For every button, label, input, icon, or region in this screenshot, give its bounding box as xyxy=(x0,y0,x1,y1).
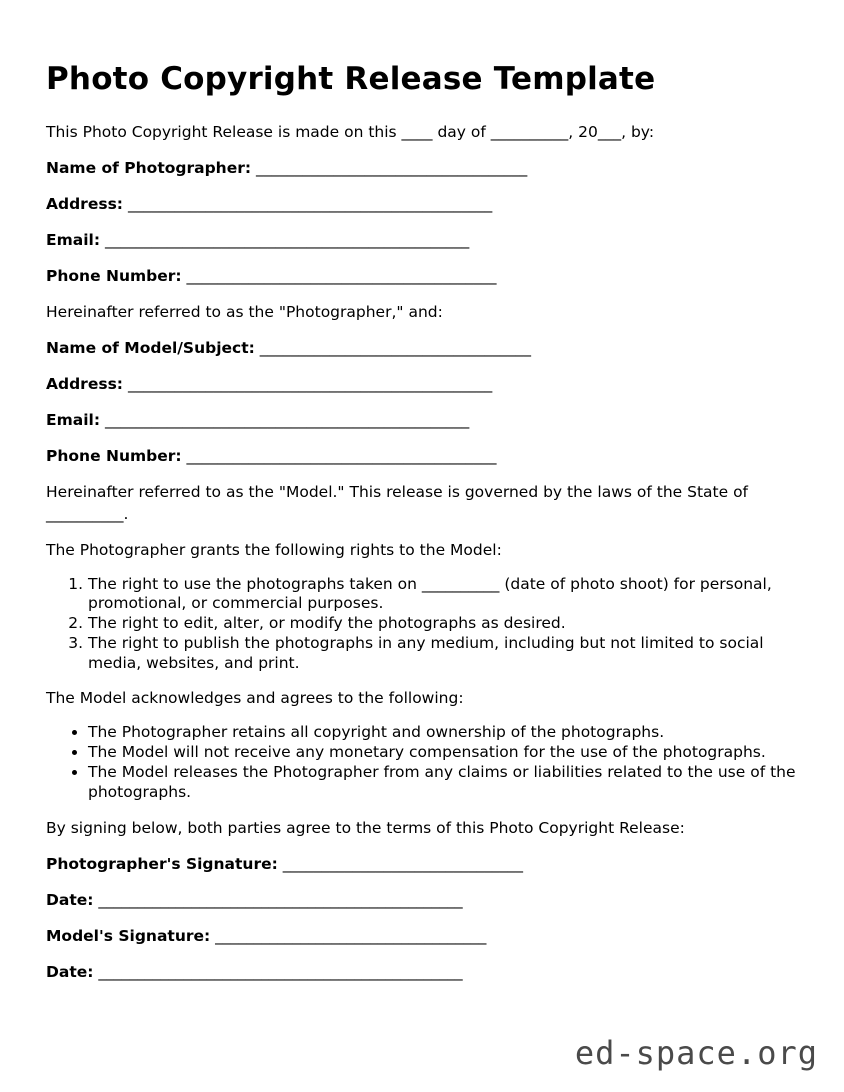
photographer-date-field[interactable] xyxy=(46,890,816,912)
field-blank[interactable]: _______________________________________________ xyxy=(104,231,470,249)
field-label: Date: xyxy=(46,962,94,981)
photographer-phone-field[interactable] xyxy=(46,266,816,288)
field-label: Date: xyxy=(46,890,94,909)
field-blank[interactable]: ________________________________________ xyxy=(186,447,497,465)
field-blank[interactable]: _______________________________________________ xyxy=(98,890,463,909)
list-item: • The Photographer retains all copyright and ownership of the photographs. xyxy=(88,723,816,743)
field-blank[interactable]: ___________________________________ xyxy=(256,159,528,177)
list-item: • The Model will not receive any monetary compensation for the use of the photographs. xyxy=(88,743,816,763)
field-label: Phone Number: xyxy=(46,447,182,465)
photographer-address-field[interactable] xyxy=(46,194,816,216)
document-page xyxy=(46,58,816,998)
field-blank[interactable]: _______________________________________________ xyxy=(127,195,493,213)
field-label: Name of Model/Subject: xyxy=(46,339,255,357)
signing-intro: By signing below, both parties agree to the terms of this Photo Copyright Release: xyxy=(46,818,685,837)
list-item: 2. The right to edit, alter, or modify the photographs as desired. xyxy=(88,614,816,634)
field-blank[interactable]: ___________________________________ xyxy=(259,339,532,357)
photographer-email-field[interactable] xyxy=(46,230,816,252)
watermark: ed-space.org xyxy=(574,1034,818,1072)
field-blank[interactable]: _______________________________________________ xyxy=(98,962,463,981)
field-label: Email: xyxy=(46,231,101,249)
field-label: Address: xyxy=(46,375,123,393)
field-label: Model's Signature: xyxy=(46,926,211,945)
rights-list xyxy=(46,575,816,674)
model-name-field[interactable] xyxy=(46,338,816,360)
field-blank[interactable]: _______________________________ xyxy=(282,854,524,873)
model-reference: Hereinafter referred to as the "Model." This release is governed by the laws of the State of __________. xyxy=(46,483,749,523)
field-label: Phone Number: xyxy=(46,267,182,285)
intro-paragraph: This Photo Copyright Release is made on this ____ day of __________, 20___, by: xyxy=(46,123,655,141)
acknowledgements-intro: The Model acknowledges and agrees to the following: xyxy=(46,689,464,708)
model-address-field[interactable] xyxy=(46,374,816,396)
model-email-field[interactable] xyxy=(46,410,816,432)
model-signature-field[interactable] xyxy=(46,926,816,948)
rights-intro: The Photographer grants the following rights to the Model: xyxy=(46,540,502,559)
list-item: 3. The right to publish the photographs in any medium, including but not limited to social media, websites, and print. xyxy=(88,634,816,674)
model-phone-field[interactable] xyxy=(46,446,816,468)
list-item: 1. The right to use the photographs taken on __________ (date of photo shoot) for personal, promotional, or commercial purposes. xyxy=(88,575,816,615)
field-blank[interactable]: _______________________________________________ xyxy=(127,375,493,393)
model-date-field[interactable] xyxy=(46,962,816,984)
field-label: Name of Photographer: xyxy=(46,159,252,177)
list-item: • The Model releases the Photographer from any claims or liabilities related to the use of the photographs. xyxy=(88,763,816,803)
field-label: Photographer's Signature: xyxy=(46,854,278,873)
field-blank[interactable]: ___________________________________ xyxy=(215,926,487,945)
photographer-name-field[interactable] xyxy=(46,158,816,180)
photographer-signature-field[interactable] xyxy=(46,854,816,876)
field-blank[interactable]: _______________________________________________ xyxy=(104,411,470,429)
photographer-reference: Hereinafter referred to as the "Photographer," and: xyxy=(46,303,443,321)
field-label: Address: xyxy=(46,195,123,213)
field-label: Email: xyxy=(46,411,101,429)
acknowledgements-list xyxy=(46,723,816,802)
document-title: Photo Copyright Release Template xyxy=(46,61,656,97)
field-blank[interactable]: ________________________________________ xyxy=(186,267,497,285)
